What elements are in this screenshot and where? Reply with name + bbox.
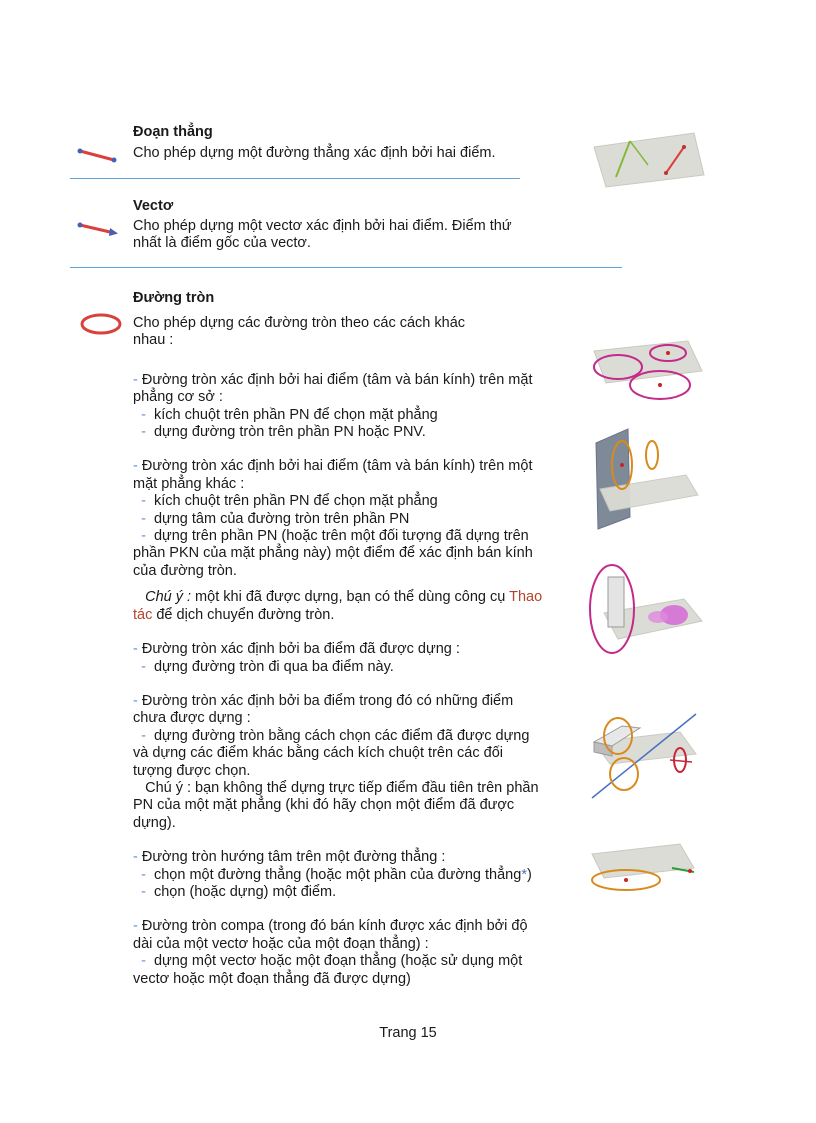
bullet-dash: - — [141, 528, 146, 545]
axial-circle-figure — [584, 828, 708, 898]
method-heading: phẳng cơ sở : — [133, 389, 223, 406]
step-text: và dựng các điểm khác bằng cách kích chuột trên các đối — [133, 745, 503, 762]
step-text: chọn một đường thẳng (hoặc một phần của đường thẳng — [153, 866, 522, 883]
method-heading: chưa được dựng : — [133, 710, 251, 727]
manipulate-tool-link[interactable]: tác — [133, 606, 153, 623]
bullet-dash: - — [141, 727, 146, 744]
step-text: của đường tròn. — [133, 562, 237, 579]
circle-body — [133, 315, 573, 988]
step-text: dựng đường tròn đi qua ba điểm này. — [153, 658, 394, 675]
step-text: ) — [526, 866, 532, 883]
bullet-dash: - — [141, 883, 146, 900]
note-text: Chú ý : bạn không thể dựng trực tiếp điểm đầu tiên trên phần — [145, 779, 539, 796]
intro-line: nhau : — [133, 332, 174, 349]
step-text: kích chuột trên phần PN để chọn mặt phẳng — [153, 493, 438, 510]
bullet-dash: - — [133, 641, 138, 658]
divider — [70, 178, 520, 179]
vector-description — [133, 218, 512, 253]
method-heading: Đường tròn compa (trong đó bán kính được xác định bởi độ — [137, 918, 528, 935]
circle-title: Đường tròn — [133, 290, 215, 306]
intro-line: Cho phép dựng các đường tròn theo các cách khác — [133, 315, 466, 331]
footnote-asterisk: * — [521, 866, 527, 883]
bullet-dash: - — [133, 918, 138, 935]
segment-tool-icon[interactable] — [74, 145, 122, 165]
method-heading: Đường tròn hướng tâm trên một đường thẳng : — [137, 849, 446, 866]
method-heading: Đường tròn xác định bởi ba điểm trong đó có những điểm — [137, 692, 514, 709]
step-text: dựng một vectơ hoặc một đoạn thẳng (hoặc sử dụng một — [153, 953, 523, 970]
method-heading: dài của một vectơ hoặc của một đoạn thẳng) : — [133, 935, 429, 952]
step-text: kích chuột trên phần PN để chọn mặt phẳng — [153, 406, 438, 423]
divider — [70, 267, 622, 268]
step-text: dựng đường tròn trên phần PN hoặc PNV. — [153, 424, 426, 441]
bullet-dash: - — [141, 658, 146, 675]
step-text: phần PKN của mặt phẳng này) một điểm để xác định bán kính — [133, 545, 533, 562]
bullet-dash: - — [141, 510, 146, 527]
bullet-dash: - — [141, 866, 146, 883]
note-text: dựng). — [133, 814, 176, 831]
step-text: vectơ hoặc một đoạn thẳng đã được dựng) — [133, 970, 411, 987]
bullet-dash: - — [133, 371, 138, 388]
step-text: tượng được chọn. — [133, 762, 251, 779]
page-number: Trang 15 — [379, 1025, 437, 1041]
note-text: PN của một mặt phẳng (khi đó hãy chọn một điểm đã được — [133, 797, 515, 814]
note-text: để dịch chuyển đường tròn. — [152, 606, 335, 623]
three-points-circle-figure — [584, 704, 708, 804]
vector-desc-line: nhất là điểm gốc của vectơ. — [133, 235, 311, 252]
bullet-dash: - — [141, 493, 146, 510]
bullet-dash: - — [141, 406, 146, 423]
bullet-dash: - — [133, 692, 138, 709]
vector-title: Vectơ — [133, 198, 174, 214]
vector-tool-icon[interactable] — [74, 218, 122, 238]
bullet-dash: - — [141, 953, 146, 970]
manipulate-circle-figure — [584, 559, 708, 659]
method-heading: Đường tròn xác định bởi hai điểm (tâm và bán kính) trên mặt — [137, 371, 533, 388]
note-label: Chú ý : — [145, 589, 192, 606]
segment-description: Cho phép dựng một đường thẳng xác định bởi hai điểm. — [133, 145, 496, 161]
method-heading: Đường tròn xác định bởi ba điểm đã được dựng : — [137, 641, 460, 658]
method-heading: Đường tròn xác định bởi hai điểm (tâm và bán kính) trên một — [137, 458, 533, 475]
method-heading: mặt phẳng khác : — [133, 475, 245, 492]
bullet-dash: - — [133, 458, 138, 475]
bullet-dash: - — [141, 424, 146, 441]
note-text: một khi đã được dựng, bạn có thể dùng công cụ — [191, 589, 510, 606]
circle-tool-icon[interactable] — [78, 311, 124, 337]
step-text: dựng tâm của đường tròn trên phần PN — [153, 510, 410, 527]
circle-other-plane-figure — [586, 425, 710, 531]
segment-title: Đoạn thẳng — [133, 124, 213, 140]
manipulate-tool-link[interactable]: Thao — [509, 589, 543, 606]
bullet-dash: - — [133, 849, 138, 866]
step-text: chọn (hoặc dựng) một điểm. — [153, 883, 337, 900]
circle-base-plane-figure — [584, 323, 708, 413]
vector-desc-line: Cho phép dựng một vectơ xác định bởi hai điểm. Điểm thứ — [133, 218, 512, 234]
step-text: dựng trên phần PN (hoặc trên một đối tượng đã dựng trên — [153, 528, 529, 545]
step-text: dựng đường tròn bằng cách chọn các điểm đã được dựng — [153, 727, 530, 744]
segment-example-figure — [586, 125, 710, 191]
